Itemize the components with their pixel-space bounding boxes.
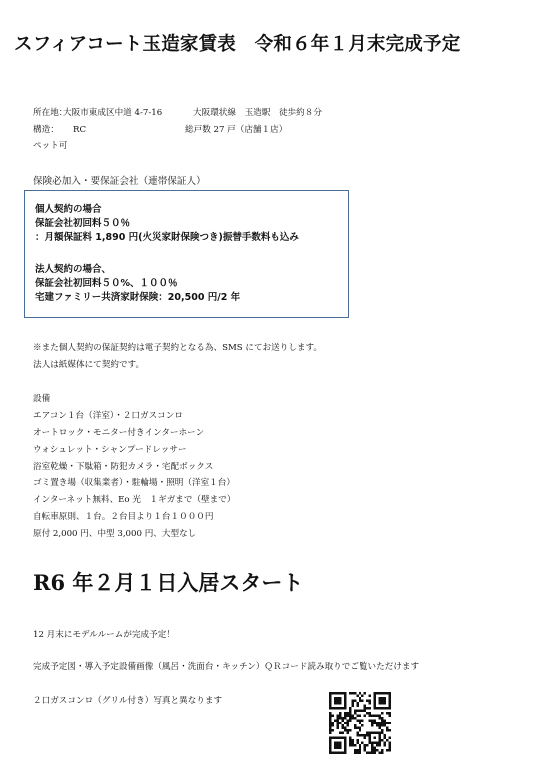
equipment-item: 原付 2,000 円、中型 3,000 円、大型なし <box>33 529 197 539</box>
address-label: 所在地： <box>33 108 68 118</box>
structure-label: 構造： <box>33 125 59 135</box>
equipment-item: 自転車原則、１台。２台目より１台１０００円 <box>33 512 214 522</box>
structure-value: RC <box>73 125 87 135</box>
corporate-insurance: 宅建ファミリー共済家財保険：20,500 円/2 年 <box>35 292 241 303</box>
personal-contract-title: 個人契約の場合 <box>35 204 102 215</box>
personal-initial-fee: 保証会社初回料５０％ <box>35 218 131 229</box>
move-in-heading: R6 年２月１日入居スタート <box>33 570 304 595</box>
guarantee-heading: 保険必加入・要保証会社（連帯保証人） <box>33 176 206 187</box>
address-value: 大阪市東成区中道 4-7-16 <box>63 108 163 118</box>
pets-info: ペット可 <box>33 141 68 151</box>
equipment-item: ゴミ置き場（収集業者）・駐輪場・照明（洋室１台） <box>33 478 235 488</box>
equipment-item: インターネット無料、Eo 光 １ギガまで（壁まで） <box>33 495 236 505</box>
stove-note: ２口ガスコンロ（グリル付き）写真と異なります <box>33 696 223 706</box>
corporate-contract-title: 法人契約の場合、 <box>35 264 112 275</box>
station-info: 大阪環状線 玉造駅 徒歩約８分 <box>193 108 322 118</box>
page-title: スフィアコート玉造家賃表 令和６年１月末完成予定 <box>14 34 461 55</box>
guarantee-box <box>24 190 349 318</box>
note-line: ※また個人契約の保証契約は電子契約となる為、SMS にてお送りします。 <box>33 343 323 353</box>
model-room-note: 12 月末にモデルルームが完成予定！ <box>33 630 175 640</box>
note-line: 法人は紙媒体にて契約です。 <box>33 360 145 370</box>
equipment-heading: 設備 <box>33 394 51 404</box>
corporate-initial-fee: 保証会社初回料５０%、１００％ <box>35 278 178 289</box>
equipment-item: 浴室乾燥・下駄箱・防犯カメラ・宅配ボックス <box>33 462 214 472</box>
equipment-item: オートロック・モニター付きインターホーン <box>33 428 205 438</box>
equipment-item: エアコン１台（洋室）・２口ガスコンロ <box>33 411 183 421</box>
equipment-item: ウォシュレット・シャンプードレッサー <box>33 445 187 455</box>
personal-monthly-fee: ：月額保証料 1,890 円(火災家財保険つき)振替手数料も込み <box>35 232 299 243</box>
qr-note: 完成予定図・導入予定設備画像（風呂・洗面台・キッチン）ＱＲコード読み取りでご覧いただけます <box>33 662 420 672</box>
qr-code-icon[interactable] <box>329 692 391 754</box>
units-info: 総戸数 27 戸（店舗１店） <box>185 125 288 135</box>
